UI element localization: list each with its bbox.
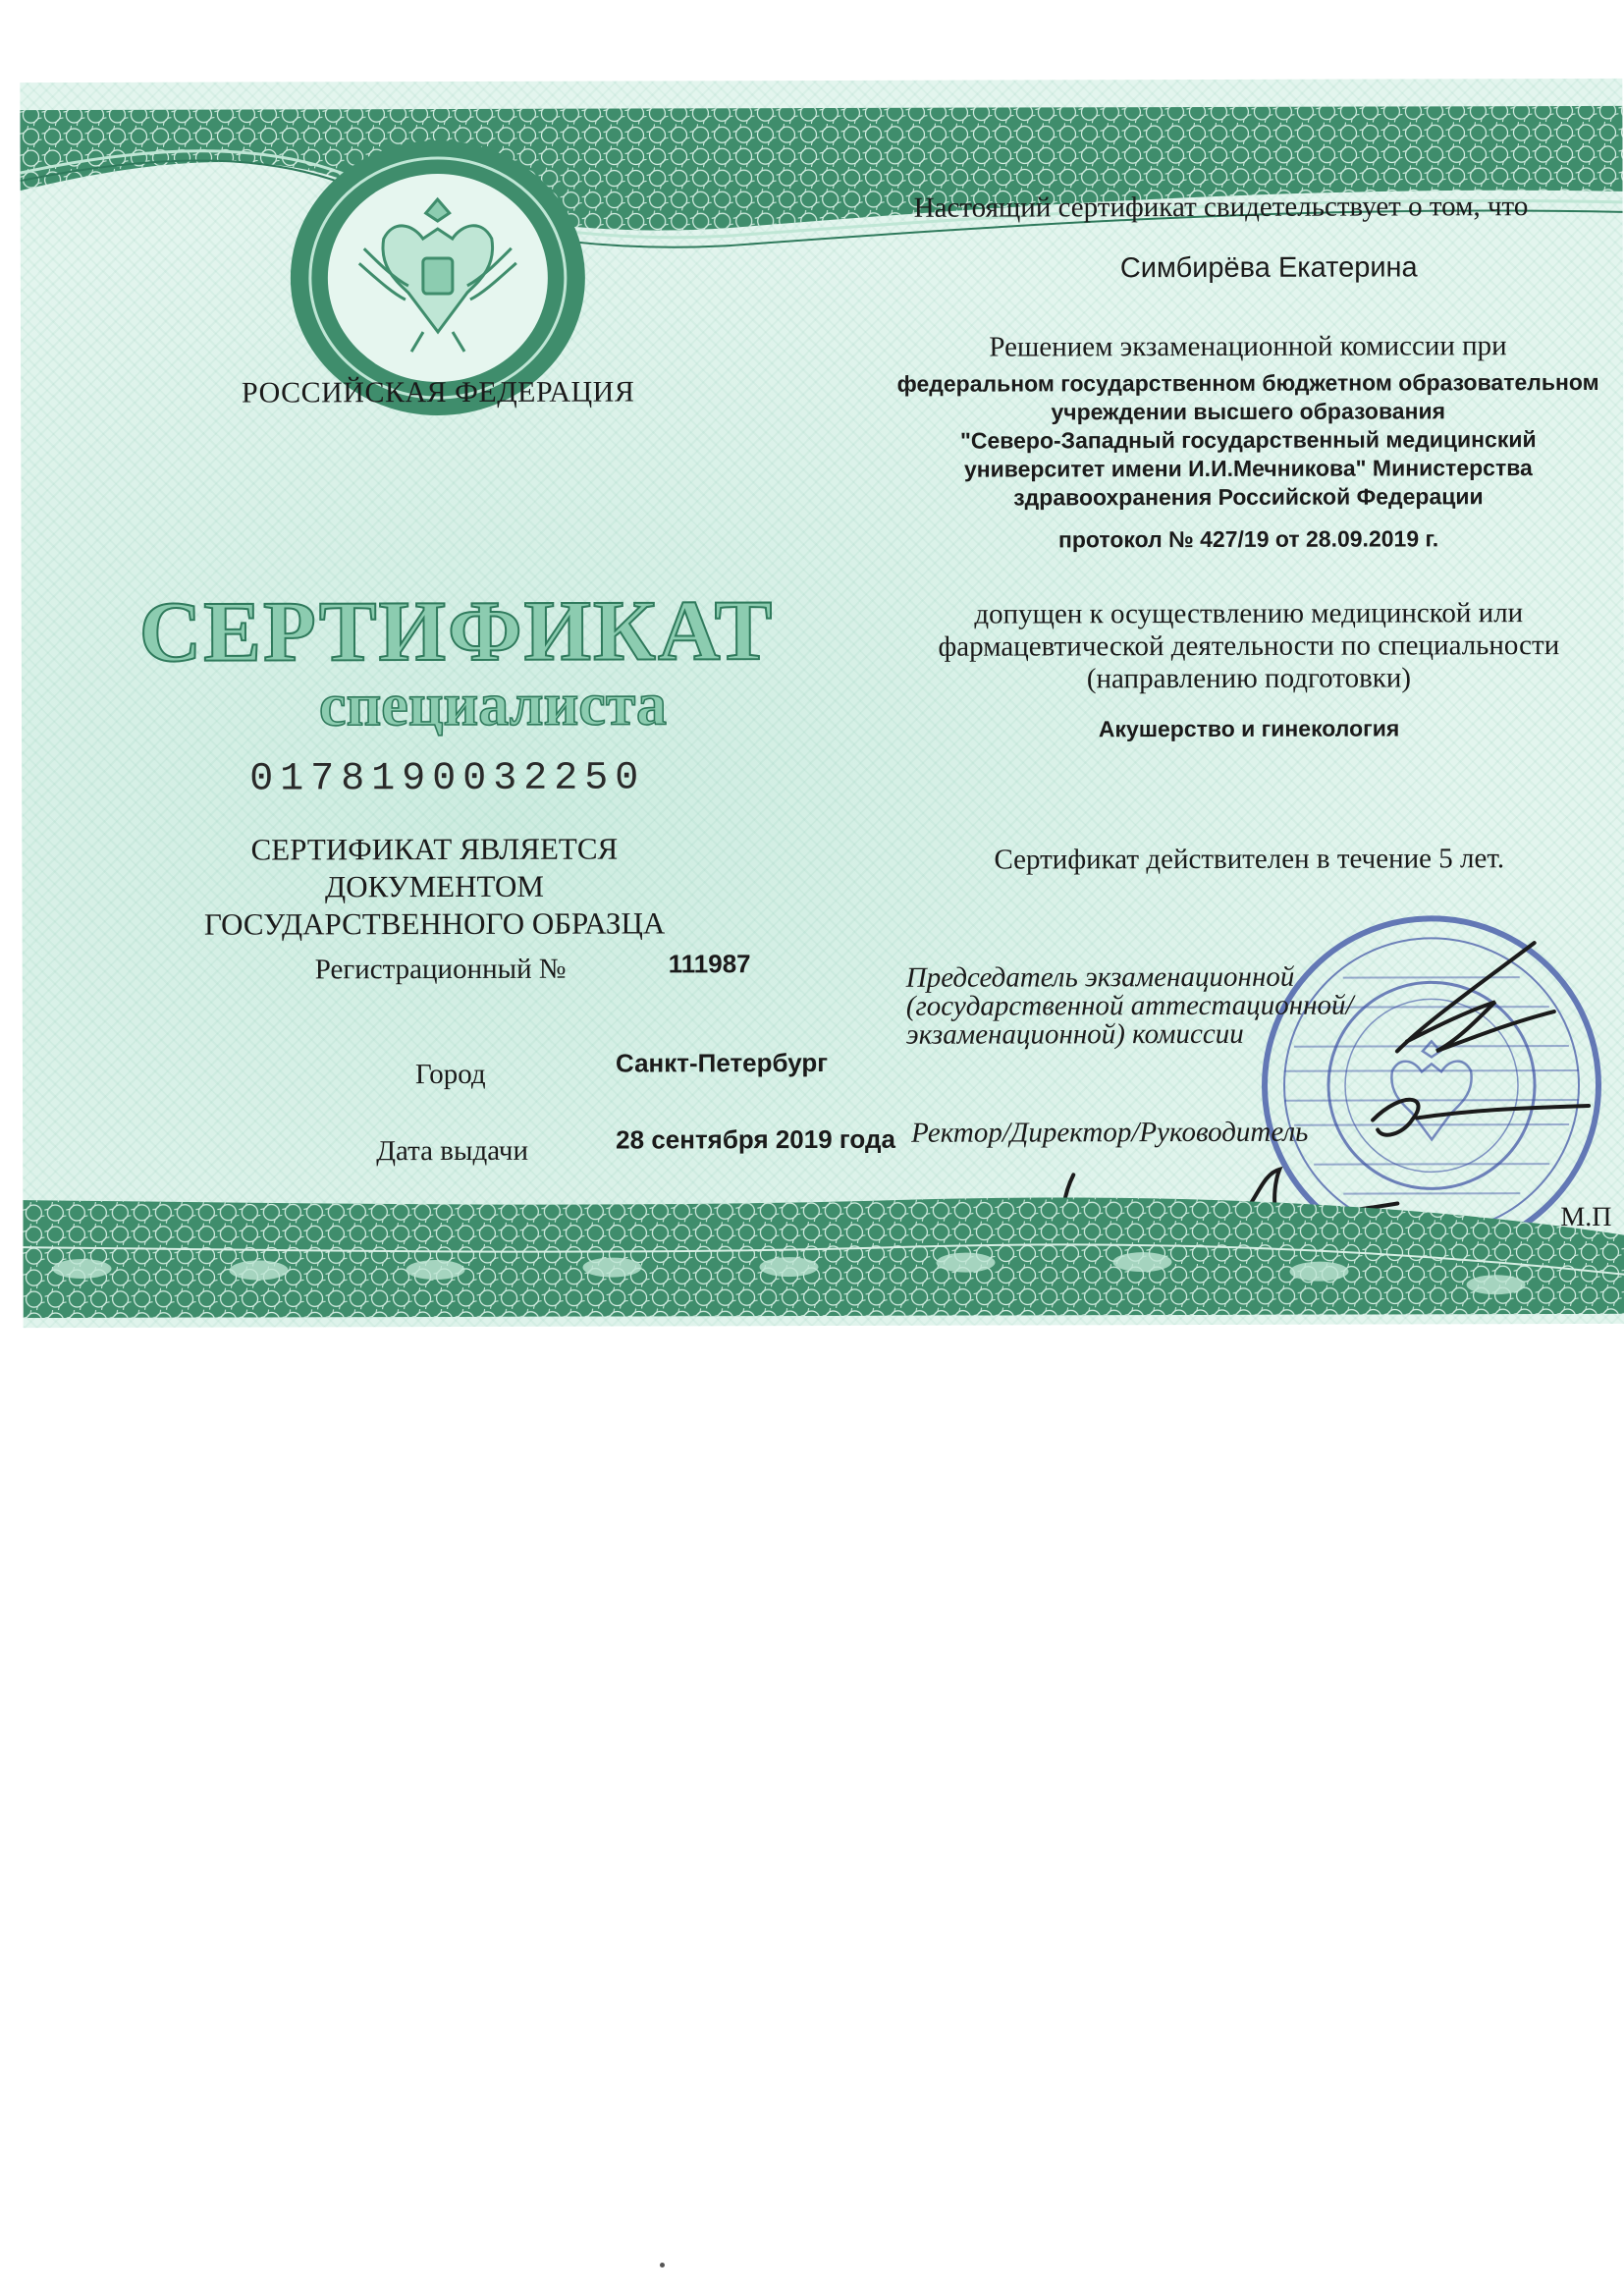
institution-line: учреждении высшего образования xyxy=(1051,398,1446,425)
admission-line: допущен к осуществлению медицинской или xyxy=(974,597,1524,630)
top-ornament-band xyxy=(20,79,1623,279)
serial-number: 0178190032250 xyxy=(249,756,646,802)
admission-line: (направлению подготовки) xyxy=(1086,662,1412,695)
registration-label: Регистрационный № xyxy=(314,953,567,986)
seal-mark-label: М.П xyxy=(1560,1201,1612,1233)
document-status-line: ГОСУДАРСТВЕННОГО ОБРАЗЦА xyxy=(203,905,666,942)
chairman-line: экзаменационной) комиссии xyxy=(905,1017,1244,1051)
chairman-signature xyxy=(1378,933,1574,1071)
institution-line: университет имени И.И.Мечникова" Министерства xyxy=(963,455,1533,482)
admission-block xyxy=(866,597,1624,744)
certifies-intro: Настоящий сертификат свидетельствует о том, что xyxy=(913,191,1529,224)
decision-intro: Решением экзаменационной комиссии при xyxy=(989,330,1507,363)
protocol-line: протокол № 427/19 от 28.09.2019 г. xyxy=(1057,525,1439,553)
bottom-ornament-band xyxy=(23,1176,1624,1318)
certificate-sheet xyxy=(20,79,1624,1328)
country-label: РОССИЙСКАЯ ФЕДЕРАЦИЯ xyxy=(241,375,635,410)
chairman-line: Председатель экзаменационной xyxy=(905,960,1295,994)
chairman-caption xyxy=(905,960,1354,1051)
chairman-line: (государственной аттестационной/ xyxy=(905,989,1354,1022)
rector-signature xyxy=(1363,1080,1598,1150)
holder-name: Симбирёва Екатерина xyxy=(1119,251,1418,285)
city-value: Санкт-Петербург xyxy=(615,1047,829,1078)
validity-text: Сертификат действителен в течение 5 лет. xyxy=(994,843,1505,876)
issue-date-value: 28 сентября 2019 года xyxy=(616,1123,895,1155)
admission-line: фармацевтической деятельности по специальности xyxy=(938,629,1560,663)
institution-line: "Северо-Западный государственный медицинский xyxy=(959,426,1537,454)
specialty-value: Акушерство и гинекология xyxy=(1098,715,1400,742)
certificate-title: СЕРТИФИКАТ xyxy=(138,583,775,681)
city-label: Город xyxy=(414,1058,486,1091)
decision-block xyxy=(865,330,1624,555)
document-status-line: СЕРТИФИКАТ ЯВЛЯЕТСЯ ДОКУМЕНТОМ xyxy=(250,831,619,904)
document-status xyxy=(139,830,729,944)
certificate-subtitle: специалиста xyxy=(318,671,668,739)
scan-speck xyxy=(660,2263,665,2268)
institution-line: федеральном государственном бюджетном образовательном xyxy=(896,368,1599,397)
issue-date-label: Дата выдачи xyxy=(376,1134,529,1168)
rector-caption: Ректор/Директор/Руководитель xyxy=(911,1116,1309,1149)
institution-line: здравоохранения Российской Федерации xyxy=(1013,483,1484,511)
registration-value: 111987 xyxy=(668,949,751,979)
